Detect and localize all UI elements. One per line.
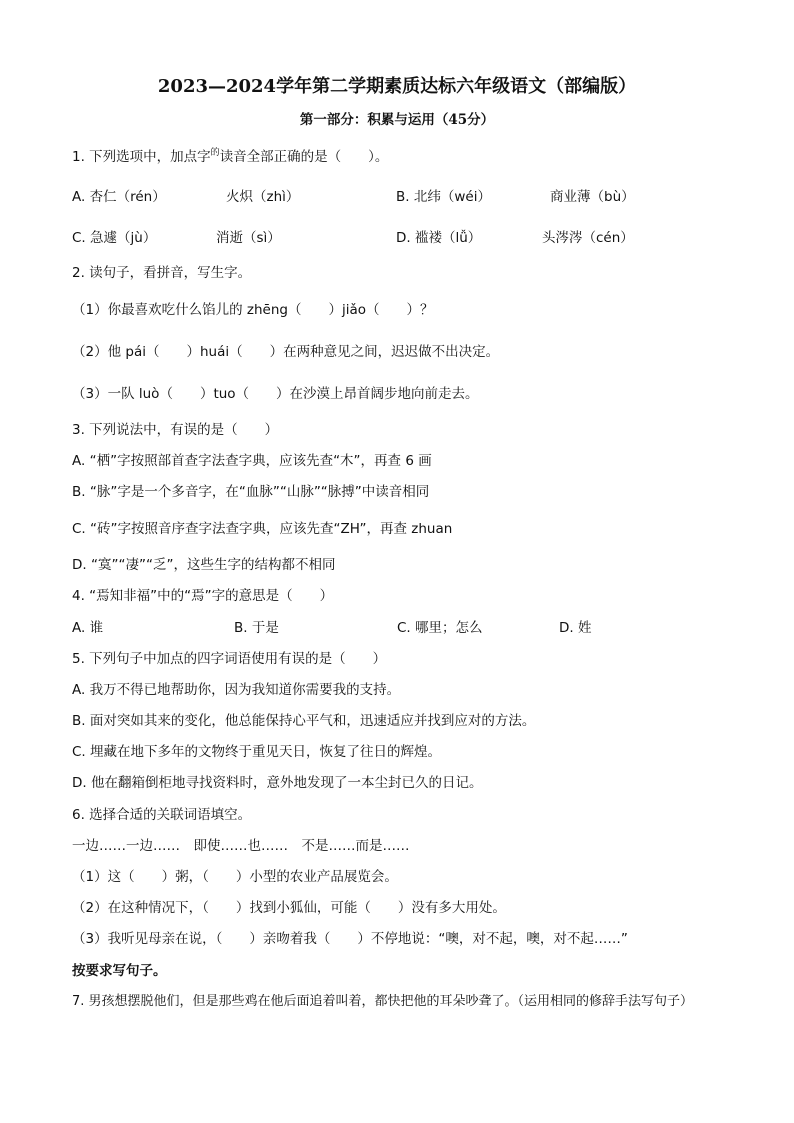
question-1-stem-part-a: 1. 下列选项中，加点字	[72, 149, 211, 165]
question-1-stem-part-b: 读音全部正确的是（ ）。	[219, 149, 389, 165]
question-3-stem: 3. 下列说法中，有误的是（ ）	[72, 422, 279, 438]
question-6-stem: 6. 选择合适的关联词语填空。	[72, 807, 252, 823]
question-1-option-c-word2: 消逝（sì）	[216, 230, 281, 246]
question-4-option-a: A. 谁	[72, 620, 104, 636]
question-3-option-a: A. “栖”字按照部首查字法查字典，应该先查“木”，再查 6 画	[72, 453, 432, 469]
question-6-item-1: （1）这（ ）粥，（ ）小型的农业产品展览会。	[72, 869, 398, 885]
question-1-option-d-word2: 头涔涔（cén）	[542, 230, 634, 246]
question-4-option-d: D. 姓	[559, 620, 592, 636]
question-5-option-d: D. 他在翻箱倒柜地寻找资料时，意外地发现了一本尘封已久的日记。	[72, 775, 483, 791]
question-2-item-2: （2）他 pái（ ）huái（ ）在两种意见之间，迟迟做不出决定。	[72, 344, 500, 360]
question-4-option-c: C. 哪里；怎么	[397, 620, 483, 636]
question-1-option-a-word2: 火炽（zhì）	[226, 189, 300, 205]
question-2-item-1: （1）你最喜欢吃什么馅儿的 zhēng（ ）jiǎo（ ）？	[72, 302, 434, 318]
question-1-option-c: C. 急遽（jù）	[72, 230, 157, 246]
question-1-option-a: A. 杏仁（rén）	[72, 189, 166, 205]
question-5-option-b: B. 面对突如其来的变化，他总能保持心平气和，迅速适应并找到应对的方法。	[72, 713, 536, 729]
question-3-option-b: B. “脉”字是一个多音字，在“血脉”“山脉”“脉搏”中读音相同	[72, 484, 430, 500]
section-heading: 按要求写句子。	[72, 963, 167, 979]
question-6-item-2: （2）在这种情况下，（ ）找到小狐仙，可能（ ）没有多大用处。	[72, 900, 506, 916]
question-6-item-3: （3）我听见母亲在说，（ ）亲吻着我（ ）不停地说：“噢，对不起，噢，对不起……”	[72, 931, 628, 947]
question-7-stem: 7. 男孩想摆脱他们，但是那些鸡在他后面追着叫着，都快把他的耳朵吵聋了。（运用相同的修辞手法写句子）	[72, 994, 694, 1009]
question-5-stem: 5. 下列句子中加点的四字词语使用有误的是（ ）	[72, 651, 387, 667]
question-4-option-b: B. 于是	[234, 620, 279, 636]
section-subtitle: 第一部分：积累与运用（45分）	[299, 112, 495, 128]
question-1-stem	[72, 148, 388, 168]
question-3-option-c: C. “砖”字按照音序查字法查字典，应该先查“ZH”，再查 zhuan	[72, 521, 453, 537]
question-2-item-3: （3）一队 luò（ ）tuo（ ）在沙漠上昂首阔步地向前走去。	[72, 386, 479, 402]
question-5-option-a: A. 我万不得已地帮助你，因为我知道你需要我的支持。	[72, 682, 401, 698]
question-1-option-d: D. 褴褛（lǚ）	[396, 230, 482, 246]
question-6-word-bank: 一边……一边…… 即使……也…… 不是……而是……	[72, 838, 410, 854]
question-1-option-b-word2: 商业薄（bù）	[550, 189, 635, 205]
question-2-stem: 2. 读句子，看拼音，写生字。	[72, 265, 252, 281]
question-3-option-d: D. “寞”“凄”“乏”，这些生字的结构都不相同	[72, 557, 336, 573]
question-1-stem-superscript: 的	[210, 148, 220, 158]
page-title: 2023—2024学年第二学期素质达标六年级语文（部编版）	[157, 76, 637, 97]
question-4-stem: 4. “焉知非福”中的“焉”字的意思是（ ）	[72, 588, 334, 604]
question-1-option-b: B. 北纬（wéi）	[396, 189, 491, 205]
question-5-option-c: C. 埋藏在地下多年的文物终于重见天日，恢复了往日的辉煌。	[72, 744, 442, 760]
